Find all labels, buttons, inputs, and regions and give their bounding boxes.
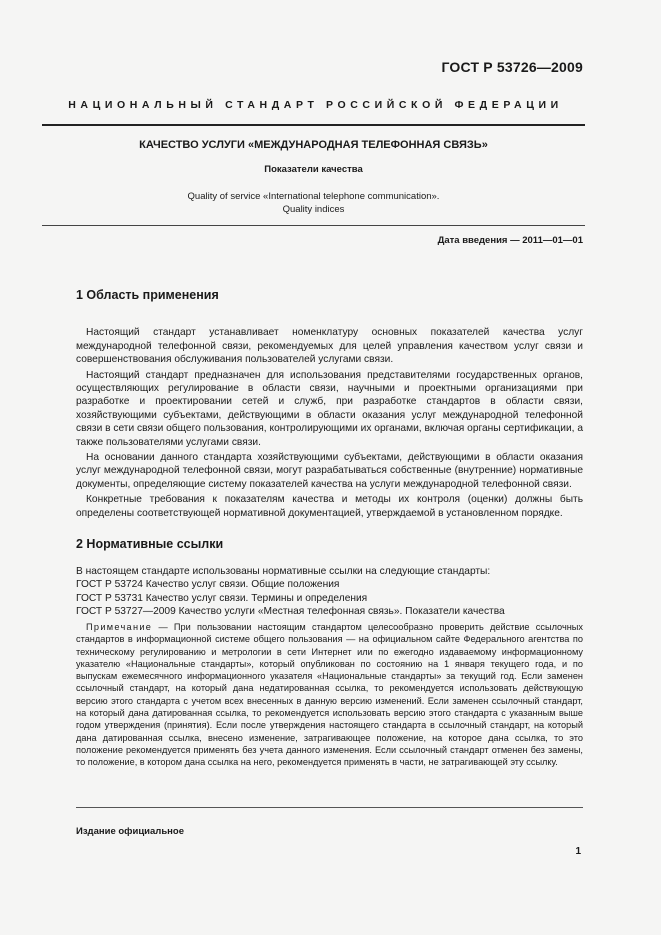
paragraph: [76, 451, 583, 491]
standard-subtitle: Показатели качества: [264, 164, 363, 175]
paragraph: [76, 493, 583, 520]
footer-divider: [76, 807, 583, 808]
section-heading-scope: 1 Область применения: [76, 288, 219, 302]
paragraph-text: Настоящий стандарт предназначен для использования представителями государственных органов, осуществляющих регулирование в области связи, научными и проектными организациями при разработке и проектировании сетей и служб, при разработке стандартов в области связи, хозяйствующими субъектами, действующими в области оказания услуг международной телефонной связи в сети связи общего пользования, контролирующими их органами, включая органы сертификации, а также пользователями услугами связи.: [76, 369, 583, 448]
national-standard-heading: НАЦИОНАЛЬНЫЙ СТАНДАРТ РОССИЙСКОЙ ФЕДЕРАЦИИ: [68, 99, 563, 111]
paragraph-text: Настоящий стандарт устанавливает номенклатуру основных показателей качества услуг международной телефонной связи, рекомендуемых для целей управления качеством услуг связи и совершенствования обслуживания пользователей услугами связи.: [76, 327, 583, 366]
reference-item: ГОСТ Р 53727—2009 Качество услуги «Местная телефонная связь». Показатели качества: [76, 606, 505, 618]
paragraph-text: На основании данного стандарта хозяйствующими субъектами, действующими в области оказания услуг международной телефонной связи, могут разрабатываться собственные (внутренние) нормативные документы, определяющие систему показателей качества на услуги международной телефонной связи.: [76, 452, 583, 490]
references-intro: В настоящем стандарте использованы нормативные ссылки на следующие стандарты:: [76, 566, 491, 577]
paragraph: [76, 369, 583, 449]
effective-date: Дата введения — 2011—01—01: [437, 235, 583, 246]
paragraph-text: Конкретные требования к показателям качества и методы их контроля (оценки) должны быть определены соответствующей нормативной документацией, утверждаемой в установленном порядке.: [76, 494, 583, 519]
edition-label: Издание официальное: [76, 826, 184, 837]
reference-item: ГОСТ Р 53724 Качество услуг связи. Общие положения: [76, 579, 340, 591]
standard-title: КАЧЕСТВО УСЛУГИ «МЕЖДУНАРОДНАЯ ТЕЛЕФОННАЯ СВЯЗЬ»: [139, 139, 488, 151]
english-title-line: Quality indices: [282, 204, 345, 215]
english-title: [42, 190, 585, 216]
references-note: [76, 621, 583, 769]
document-number: ГОСТ Р 53726—2009: [441, 59, 583, 75]
note-text: — При пользовании настоящим стандартом целесообразно проверить действие ссылочных стандартов в информационной системе общего пользования — на официальном сайте Федерального агентства по техническому регулированию и метрологии в сети Интернет или по ежегодно издаваемому информационному указателю «Национальные стандарты», который опубликован по состоянию на 1 января текущего года, и по выпускам ежемесячного информационного указателя «Национальные стандарты» за текущий год. Если заменен ссылочный стандарт, на который дана недатированная ссылка, то рекомендуется использовать действующую версию этого стандарта с учетом всех внесенных в данную версию изменений. Если заменен ссылочный стандарт, на который дана датированная ссылка, то рекомендуется использовать версию этого стандарта с указанным выше годом утверждения (принятия). Если после утверждения настоящего стандарта в ссылочный стандарт, на который дана датированная ссылка, внесено изменение, затрагивающее положение, на которое дана ссылка, то это положение рекомендуется применять без учета данного изменения. Если ссылочный стандарт отменен без замены, то положение, в котором дана ссылка на него, рекомендуется применять в части, не затрагивающей эту ссылку.: [76, 622, 583, 768]
references-list: [76, 565, 583, 619]
note-label: Примечание: [86, 622, 153, 632]
title-divider: [42, 225, 585, 226]
paragraph: [76, 313, 583, 367]
reference-item: ГОСТ Р 53731 Качество услуг связи. Термины и определения: [76, 592, 368, 604]
page-number: 1: [575, 846, 581, 857]
section-heading-references: 2 Нормативные ссылки: [76, 537, 224, 551]
english-title-line: Quality of service «International telephone communication».: [187, 191, 440, 202]
section-scope-body: [76, 313, 583, 522]
header-divider: [42, 124, 585, 126]
